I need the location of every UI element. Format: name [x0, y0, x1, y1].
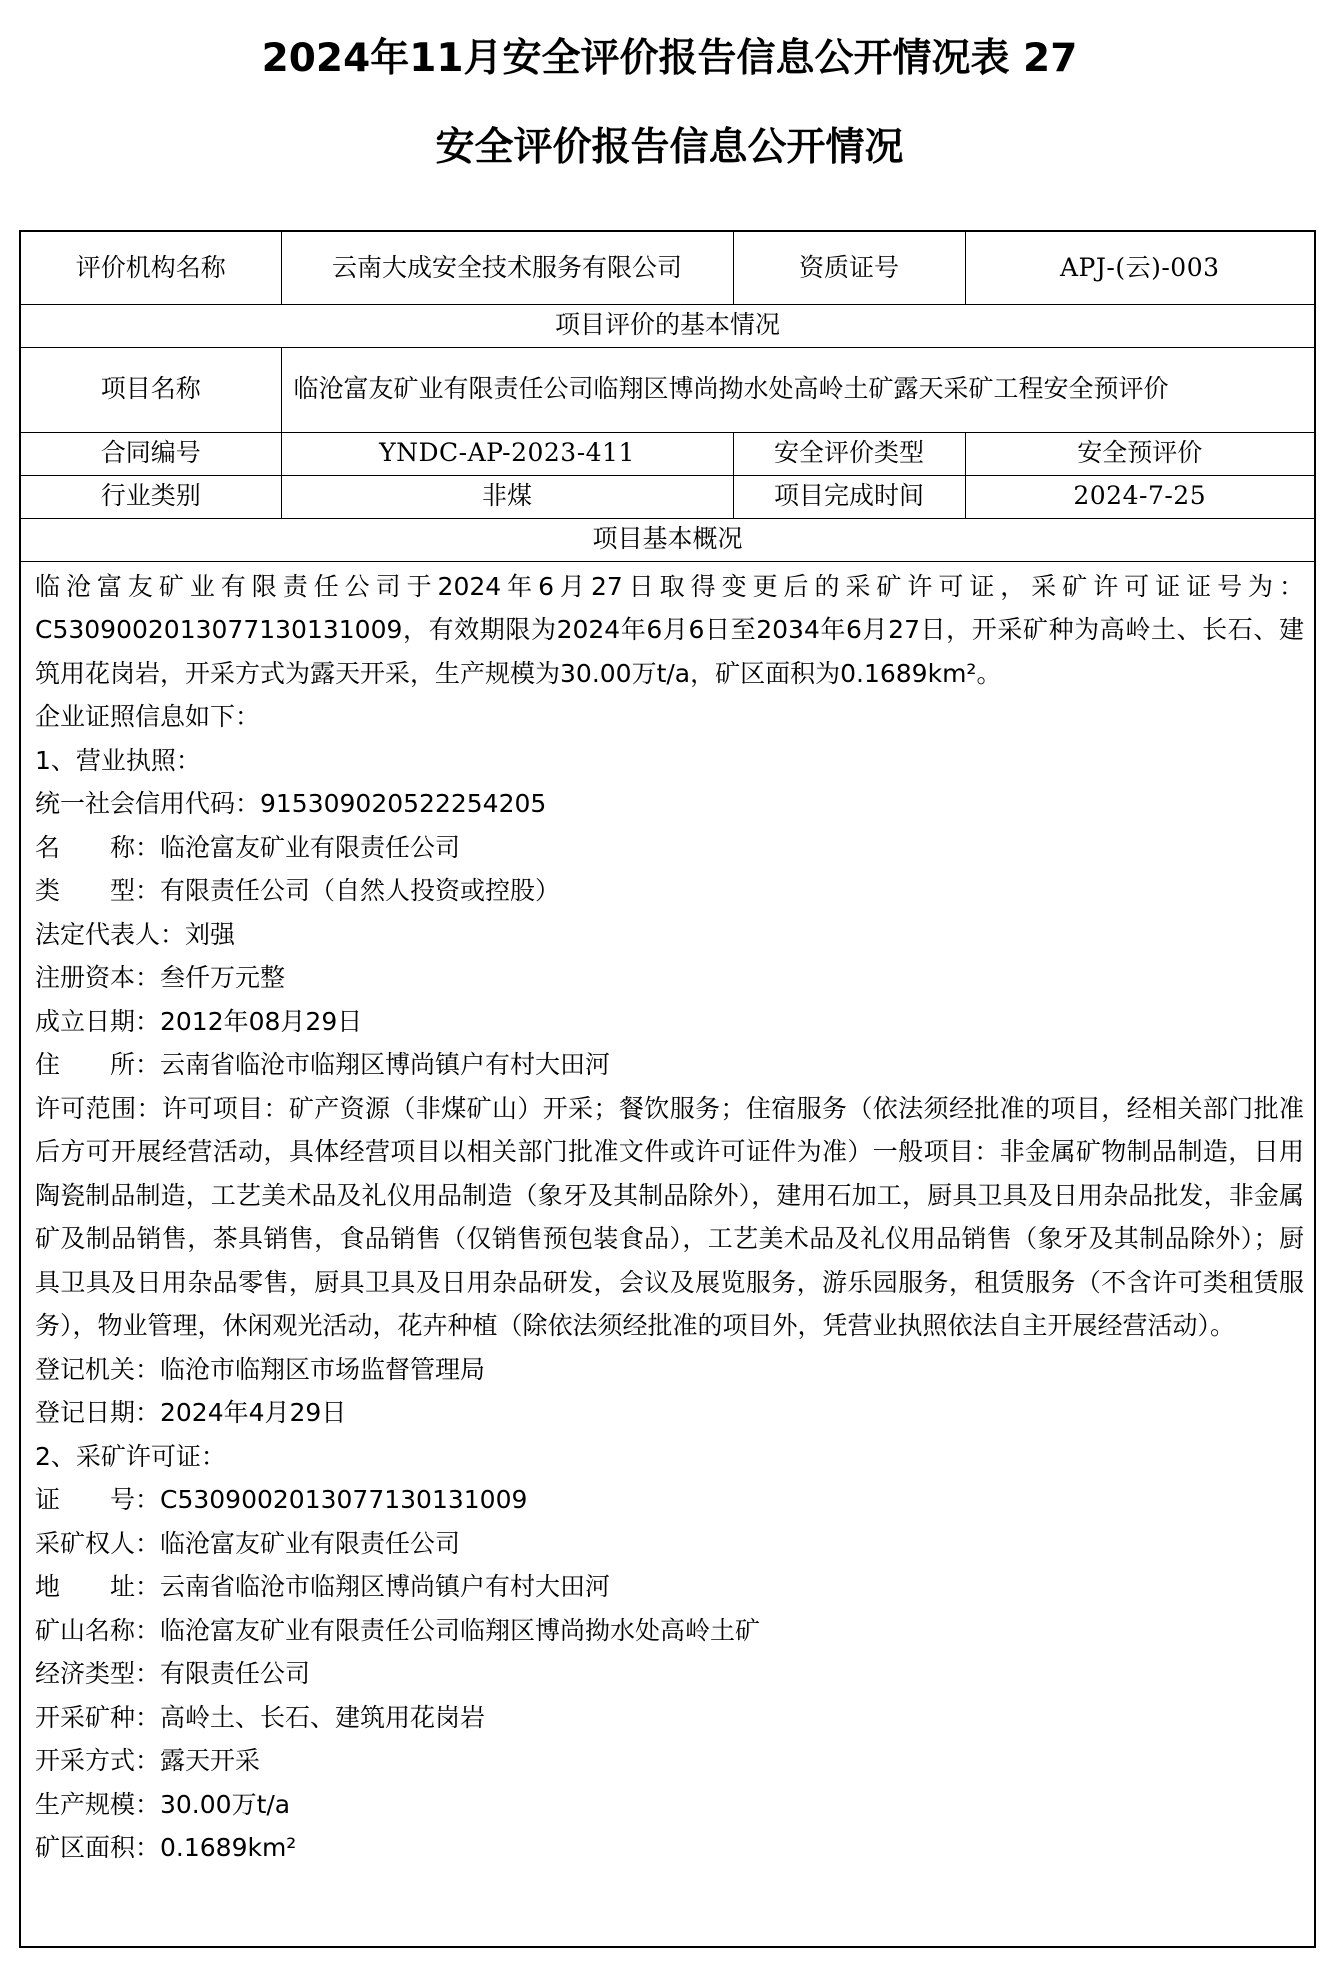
completion-date-label: 项目完成时间	[733, 475, 965, 518]
mining-right-holder: 采矿权人：临沧富友矿业有限责任公司	[35, 1528, 461, 1558]
cert-no-label: 资质证号	[733, 232, 965, 304]
project-name-label: 项目名称	[21, 347, 281, 432]
mine-area: 矿区面积：0.1689km²	[35, 1833, 297, 1862]
completion-date-value: 2024-7-25	[965, 475, 1314, 518]
document-title: 2024年11月安全评价报告信息公开情况表 27	[261, 36, 1078, 81]
registration-authority: 登记机关：临沧市临翔区市场监督管理局	[35, 1354, 486, 1384]
registered-capital: 注册资本：叁仟万元整	[35, 963, 286, 992]
economic-type: 经济类型：有限责任公司	[35, 1659, 311, 1688]
mine-name: 矿山名称：临沧富友矿业有限责任公司临翔区博尚拗水处高岭土矿	[35, 1615, 761, 1645]
permit-number: 证 号：C5309002013077130131009	[35, 1485, 528, 1514]
credit-code: 统一社会信用代码：915309020522254205	[35, 789, 547, 818]
section-header-overview: 项目基本概况	[21, 518, 1314, 561]
mine-address: 地 址：云南省临沧市临翔区博尚镇户有村大田河	[35, 1572, 611, 1601]
info-table	[19, 230, 1316, 1948]
industry-label: 行业类别	[21, 475, 281, 518]
eval-type-label: 安全评价类型	[733, 432, 965, 475]
mining-method: 开采方式：露天开采	[35, 1746, 261, 1775]
section-header-basic: 项目评价的基本情况	[21, 304, 1314, 347]
cert-no-value: APJ-(云)-003	[965, 232, 1314, 304]
mining-permit-heading: 2、采矿许可证：	[35, 1441, 226, 1471]
eval-type-value: 安全预评价	[965, 432, 1314, 475]
company-address: 住 所：云南省临沧市临翔区博尚镇户有村大田河	[35, 1050, 611, 1079]
production-scale: 生产规模：30.00万t/a	[35, 1789, 291, 1819]
document-subtitle: 安全评价报告信息公开情况	[435, 125, 904, 170]
business-scope: 许可范围：许可项目：矿产资源（非煤矿山）开采；餐饮服务；住宿服务（依法须经批准的项目，经相关部门批准后方可开展经营活动，具体经营项目以相关部门批准文件或许可证件为准）一般项目：非金属矿物制品制造，日用陶瓷制品制造，工艺美术品及礼仪用品制造（象牙及其制品除外），建用石加工，厨具卫具及日用杂品批发，非金属矿及制品销售，茶具销售，食品销售（仅销售预包装食品），工艺美术品及礼仪用品销售（象牙及其制品除外）；厨具卫具及日用杂品零售，厨具卫具及日用杂品研发，会议及展览服务，游乐园服务，租赁服务（不含许可类租赁服务），物业管理，休闲观光活动，花卉种植（除依法须经批准的项目外，凭营业执照依法自主开展经营活动）。	[35, 1093, 1304, 1340]
project-overview	[21, 562, 1314, 1870]
business-license-heading: 1、营业执照：	[35, 745, 201, 775]
mined-minerals: 开采矿种：高岭土、长石、建筑用花岗岩	[35, 1702, 486, 1732]
org-name-value: 云南大成安全技术服务有限公司	[281, 232, 733, 304]
contract-no-label: 合同编号	[21, 432, 281, 475]
registration-date: 登记日期：2024年4月29日	[35, 1398, 347, 1427]
established-date: 成立日期：2012年08月29日	[35, 1006, 363, 1036]
company-name: 名 称：临沧富友矿业有限责任公司	[35, 832, 461, 862]
company-type: 类 型：有限责任公司（自然人投资或控股）	[35, 876, 561, 905]
legal-representative: 法定代表人：刘强	[35, 919, 236, 949]
org-name-label: 评价机构名称	[21, 232, 281, 304]
cert-info-heading: 企业证照信息如下：	[35, 702, 261, 731]
project-name-value: 临沧富友矿业有限责任公司临翔区博尚拗水处高岭土矿露天采矿工程安全预评价	[281, 347, 1314, 432]
industry-value: 非煤	[281, 475, 733, 518]
overview-intro: 临沧富友矿业有限责任公司于2024年6月27日取得变更后的采矿许可证，采矿许可证证号为：C5309002013077130131009，有效期限为2024年6月6日至2034年6月27日，开采矿种为高岭土、长石、建筑用花岗岩，开采方式为露天开采，生产规模为30.00万t/a，矿区面积为0.1689km²。	[35, 571, 1304, 688]
contract-no-value: YNDC-AP-2023-411	[281, 432, 733, 475]
